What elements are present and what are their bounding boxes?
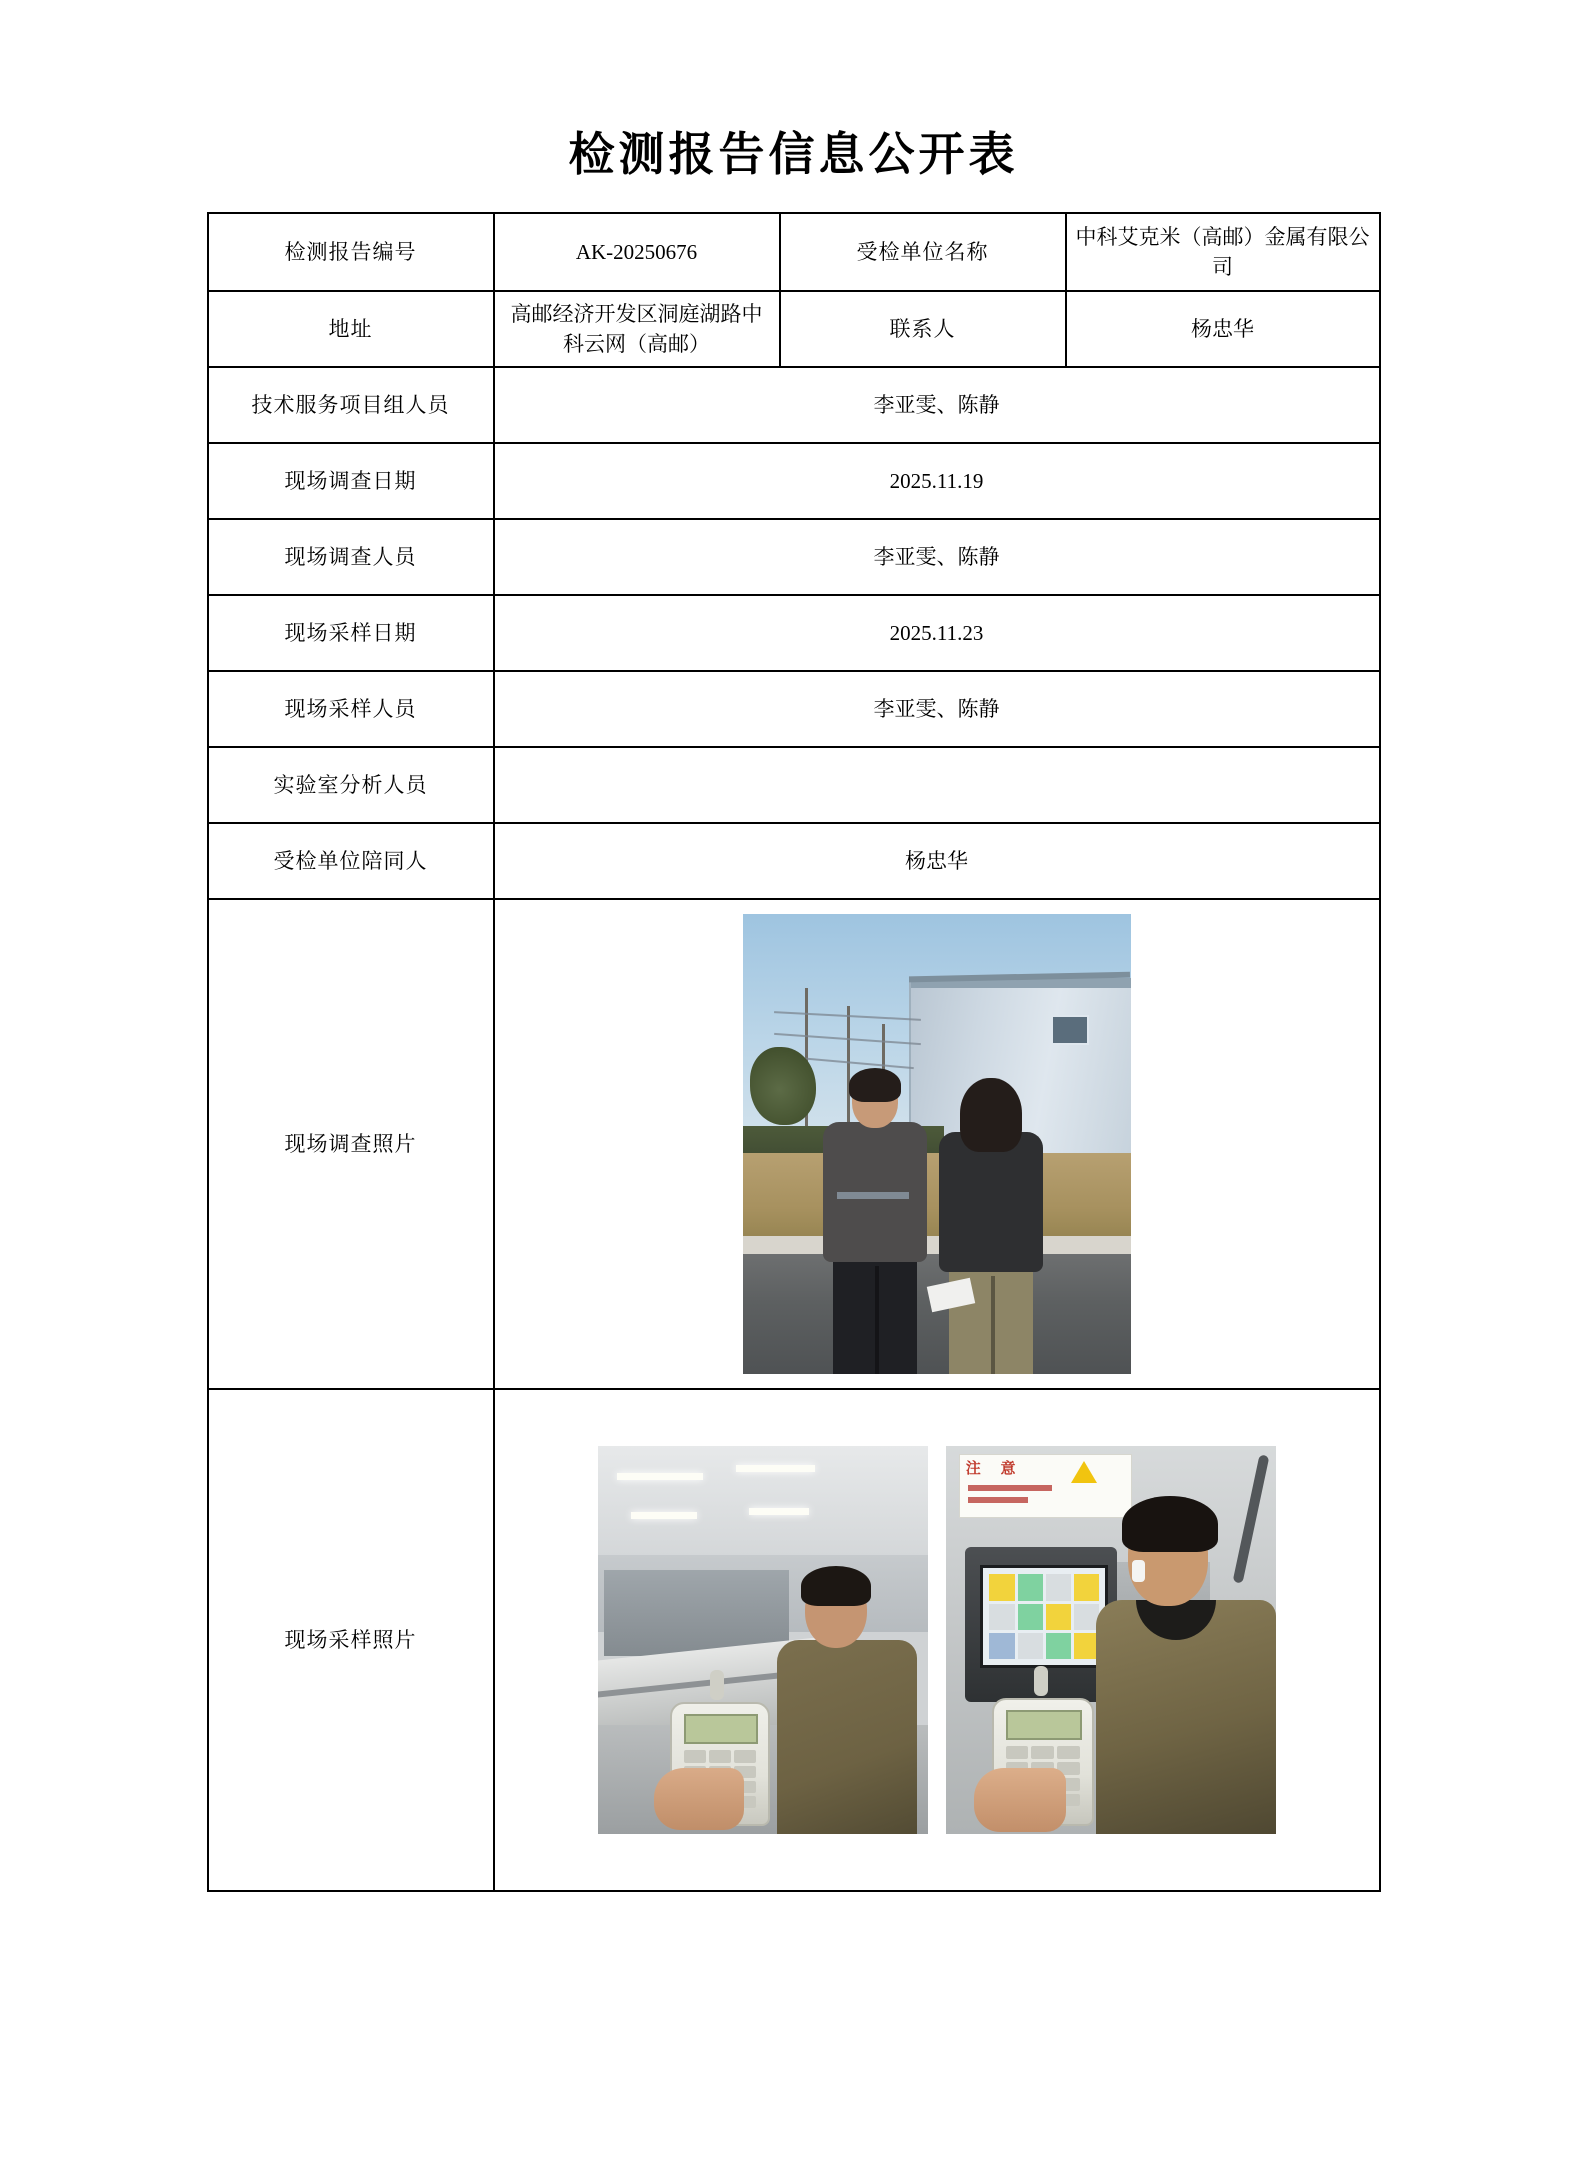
hmi-screen: [980, 1565, 1107, 1667]
hmi-cell: [1046, 1633, 1071, 1659]
label-survey-date: 现场调查日期: [208, 443, 494, 519]
label-sampling-date: 现场采样日期: [208, 595, 494, 671]
label-survey-staff: 现场调查人员: [208, 519, 494, 595]
building-window: [1051, 1015, 1089, 1045]
worker: [1096, 1504, 1276, 1834]
table-row: [208, 443, 1380, 519]
hmi-screen-grid: [989, 1574, 1098, 1658]
survey-photo-image: [743, 914, 1131, 1374]
value-accompanying-person: 杨忠华: [494, 823, 1380, 899]
meter-microphone: [710, 1670, 724, 1700]
hmi-cell: [989, 1604, 1014, 1630]
value-sampling-staff: 李亚雯、陈静: [494, 671, 1380, 747]
meter-key: [1057, 1746, 1080, 1759]
value-survey-staff: 李亚雯、陈静: [494, 519, 1380, 595]
table-row: [208, 291, 1380, 367]
hmi-cell: [1018, 1633, 1043, 1659]
meter-key: [1031, 1746, 1054, 1759]
label-contact: 联系人: [780, 291, 1066, 367]
meter-display: [684, 1714, 758, 1744]
person-male: [820, 1074, 930, 1374]
earbud-icon: [1132, 1560, 1145, 1582]
ceiling-lamp: [736, 1465, 815, 1472]
ceiling-lamp: [617, 1473, 703, 1480]
worker-hair: [1122, 1496, 1218, 1552]
hmi-cell: [1018, 1604, 1043, 1630]
worker: [771, 1574, 921, 1834]
person-hair: [960, 1078, 1022, 1152]
label-survey-photo: 现场调查照片: [208, 899, 494, 1389]
person-torso: [823, 1122, 927, 1262]
meter-key: [684, 1750, 706, 1762]
table-row: [208, 367, 1380, 443]
label-lab-analyst: 实验室分析人员: [208, 747, 494, 823]
value-address: 高邮经济开发区洞庭湖路中科云网（高邮）: [494, 291, 780, 367]
report-info-table: [207, 212, 1381, 1892]
tree: [750, 1047, 816, 1125]
meter-display: [1006, 1710, 1082, 1740]
warning-sign-title: 注 意: [965, 1460, 1024, 1477]
hmi-cell: [1018, 1574, 1043, 1600]
label-sampling-photo: 现场采样照片: [208, 1389, 494, 1891]
ceiling: [598, 1446, 928, 1562]
label-accompanying-person: 受检单位陪同人: [208, 823, 494, 899]
warning-sign-line: [968, 1485, 1052, 1491]
table-row: [208, 823, 1380, 899]
worker-hair: [801, 1566, 871, 1606]
table-row-survey-photo: [208, 899, 1380, 1389]
page-title: 检测报告信息公开表: [568, 129, 1019, 180]
table-row-sampling-photo: [208, 1389, 1380, 1891]
label-address: 地址: [208, 291, 494, 367]
hmi-cell: [1046, 1604, 1071, 1630]
table-row: [208, 213, 1380, 291]
table-row: [208, 747, 1380, 823]
hmi-cell: [989, 1574, 1014, 1600]
value-sampling-date: 2025.11.23: [494, 595, 1380, 671]
value-company-name: 中科艾克米（高邮）金属有限公司: [1066, 213, 1380, 291]
warning-sign-line: [968, 1497, 1028, 1503]
document-page: [0, 118, 1587, 2169]
sound-level-meter: [992, 1692, 1104, 1826]
person-hair: [849, 1068, 901, 1102]
shirt-stripe: [837, 1192, 909, 1199]
sampling-photo-right-image: [946, 1446, 1276, 1834]
value-survey-date: 2025.11.19: [494, 443, 1380, 519]
value-contact: 杨忠华: [1066, 291, 1380, 367]
sampling-photo-cell: [494, 1389, 1380, 1891]
ceiling-lamp: [631, 1512, 697, 1519]
value-report-number: AK-20250676: [494, 213, 780, 291]
table-row: [208, 519, 1380, 595]
operator-hand: [974, 1768, 1066, 1832]
label-company-name: 受检单位名称: [780, 213, 1066, 291]
sound-level-meter: [670, 1696, 780, 1826]
person-female: [937, 1084, 1045, 1374]
ceiling-lamp: [749, 1508, 808, 1515]
label-sampling-staff: 现场采样人员: [208, 671, 494, 747]
person-legs: [833, 1256, 917, 1374]
table-row: [208, 671, 1380, 747]
table-row: [208, 595, 1380, 671]
operator-hand: [654, 1768, 744, 1830]
warning-triangle-icon: [1071, 1461, 1097, 1483]
label-project-team: 技术服务项目组人员: [208, 367, 494, 443]
worker-body: [777, 1640, 917, 1834]
meter-key: [1006, 1746, 1029, 1759]
meter-key: [709, 1750, 731, 1762]
survey-photo-cell: [494, 899, 1380, 1389]
meter-microphone: [1034, 1666, 1048, 1696]
label-report-number: 检测报告编号: [208, 213, 494, 291]
sampling-photo-wrap: [495, 1390, 1379, 1890]
survey-photo-wrap: [495, 900, 1379, 1388]
hmi-cell: [1046, 1574, 1071, 1600]
hmi-cell: [989, 1633, 1014, 1659]
meter-key: [734, 1750, 756, 1762]
value-project-team: 李亚雯、陈静: [494, 367, 1380, 443]
sampling-photo-left-image: [598, 1446, 928, 1834]
person-torso: [939, 1132, 1043, 1272]
value-lab-analyst: [494, 747, 1380, 823]
